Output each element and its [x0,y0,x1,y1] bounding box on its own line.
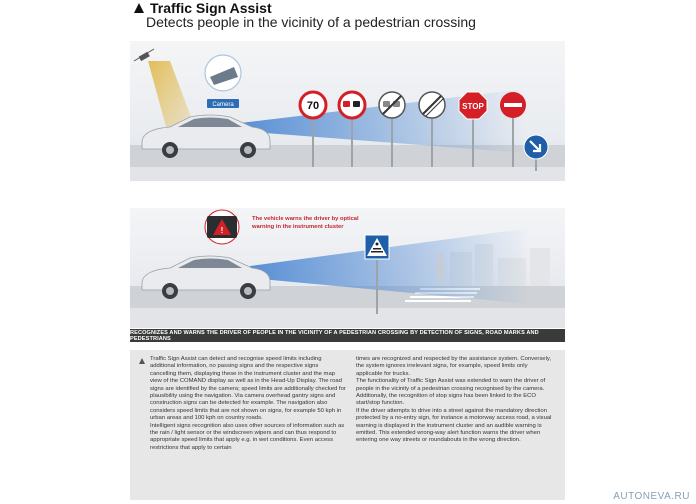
description-column-1: Traffic Sign Assist can detect and recognise speed limits including additional information, no passing signs and the respective signs cancelling them, displaying these in the instrument cluster and the map view of the COMAND display as well as in the Head-Up Display. The road signs are identified by the camera; speed limits are additionally checked for plausibility using the navigation. Via camera overhead gantry signs and construction signs can be detected for example. The navigation also considers speed limits that are not shown on signs, for example 50 kph in urban areas and 100 kph on country roads. Intelligent signs recognition also uses other sources of information such as the rain / light sensor or the windscreen wipers and can thus respond to appropriate speed limits that apply e.g. in wet conditions. Even access restrictions that apply to certain [150,356,346,451]
watermark: AUTONEVA.RU [613,491,690,502]
svg-text:!: ! [220,226,224,235]
warning-text-line2: warning in the instrument cluster [252,224,344,230]
description-column-2: times are recognized and respected by the assistance system. Conversely, the system ignores irrelevant signs, for example, speed limits only applicable for trucks. The functionality of Traffic Sign Assist was extended to warn the driver of people in the vicinity of a pedestrian crossing recognised by the camera. Additionally, the recognition of stop signs has been linked to the ECO start/stop function. If the driver attempts to drive into a street against the mandatory direction protected by a no-entry sign, for instance a motorway access road, a visual warning is displayed in the instrument cluster and an audible warning is emitted. This extended wrong-way alert function warns the driver when entering one way streets or roundabouts in the wrong direction. [356,356,552,444]
pedestrian-warning-illustration [130,208,565,328]
page-title: Traffic Sign Assist [150,0,272,16]
mandatory-direction-sign [524,135,548,159]
sign-recognition-illustration [130,41,565,181]
description-box [130,350,565,500]
speed-limit-value: 70 [306,100,320,112]
triangle-bullet-icon [134,3,144,13]
triangle-bullet-icon [139,358,145,364]
pedestrian-crossing-sign [365,235,389,259]
stop-sign-label: STOP [462,102,484,111]
no-entry-sign [500,92,526,118]
satellite-icon [134,49,154,61]
camera-label: Camera [212,102,234,108]
scene1-svg [130,41,565,181]
speed-limit-sign [300,92,326,118]
end-no-passing-sign [379,92,405,118]
stop-sign [459,92,487,119]
no-passing-sign [339,92,365,118]
page-subtitle: Detects people in the vicinity of a pedestrian crossing [146,14,476,30]
warning-text-line1: The vehicle warns the driver by optical [252,216,359,222]
end-of-restrictions-sign [419,92,445,118]
caption-banner: RECOGNIZES AND WARNS THE DRIVER OF PEOPLE IN THE VICINITY OF A PEDESTRIAN CROSSING BY DETECTION OF SIGNS, ROAD MARKS AND PEDESTRIANS [130,329,565,342]
scene2-svg [130,208,565,328]
